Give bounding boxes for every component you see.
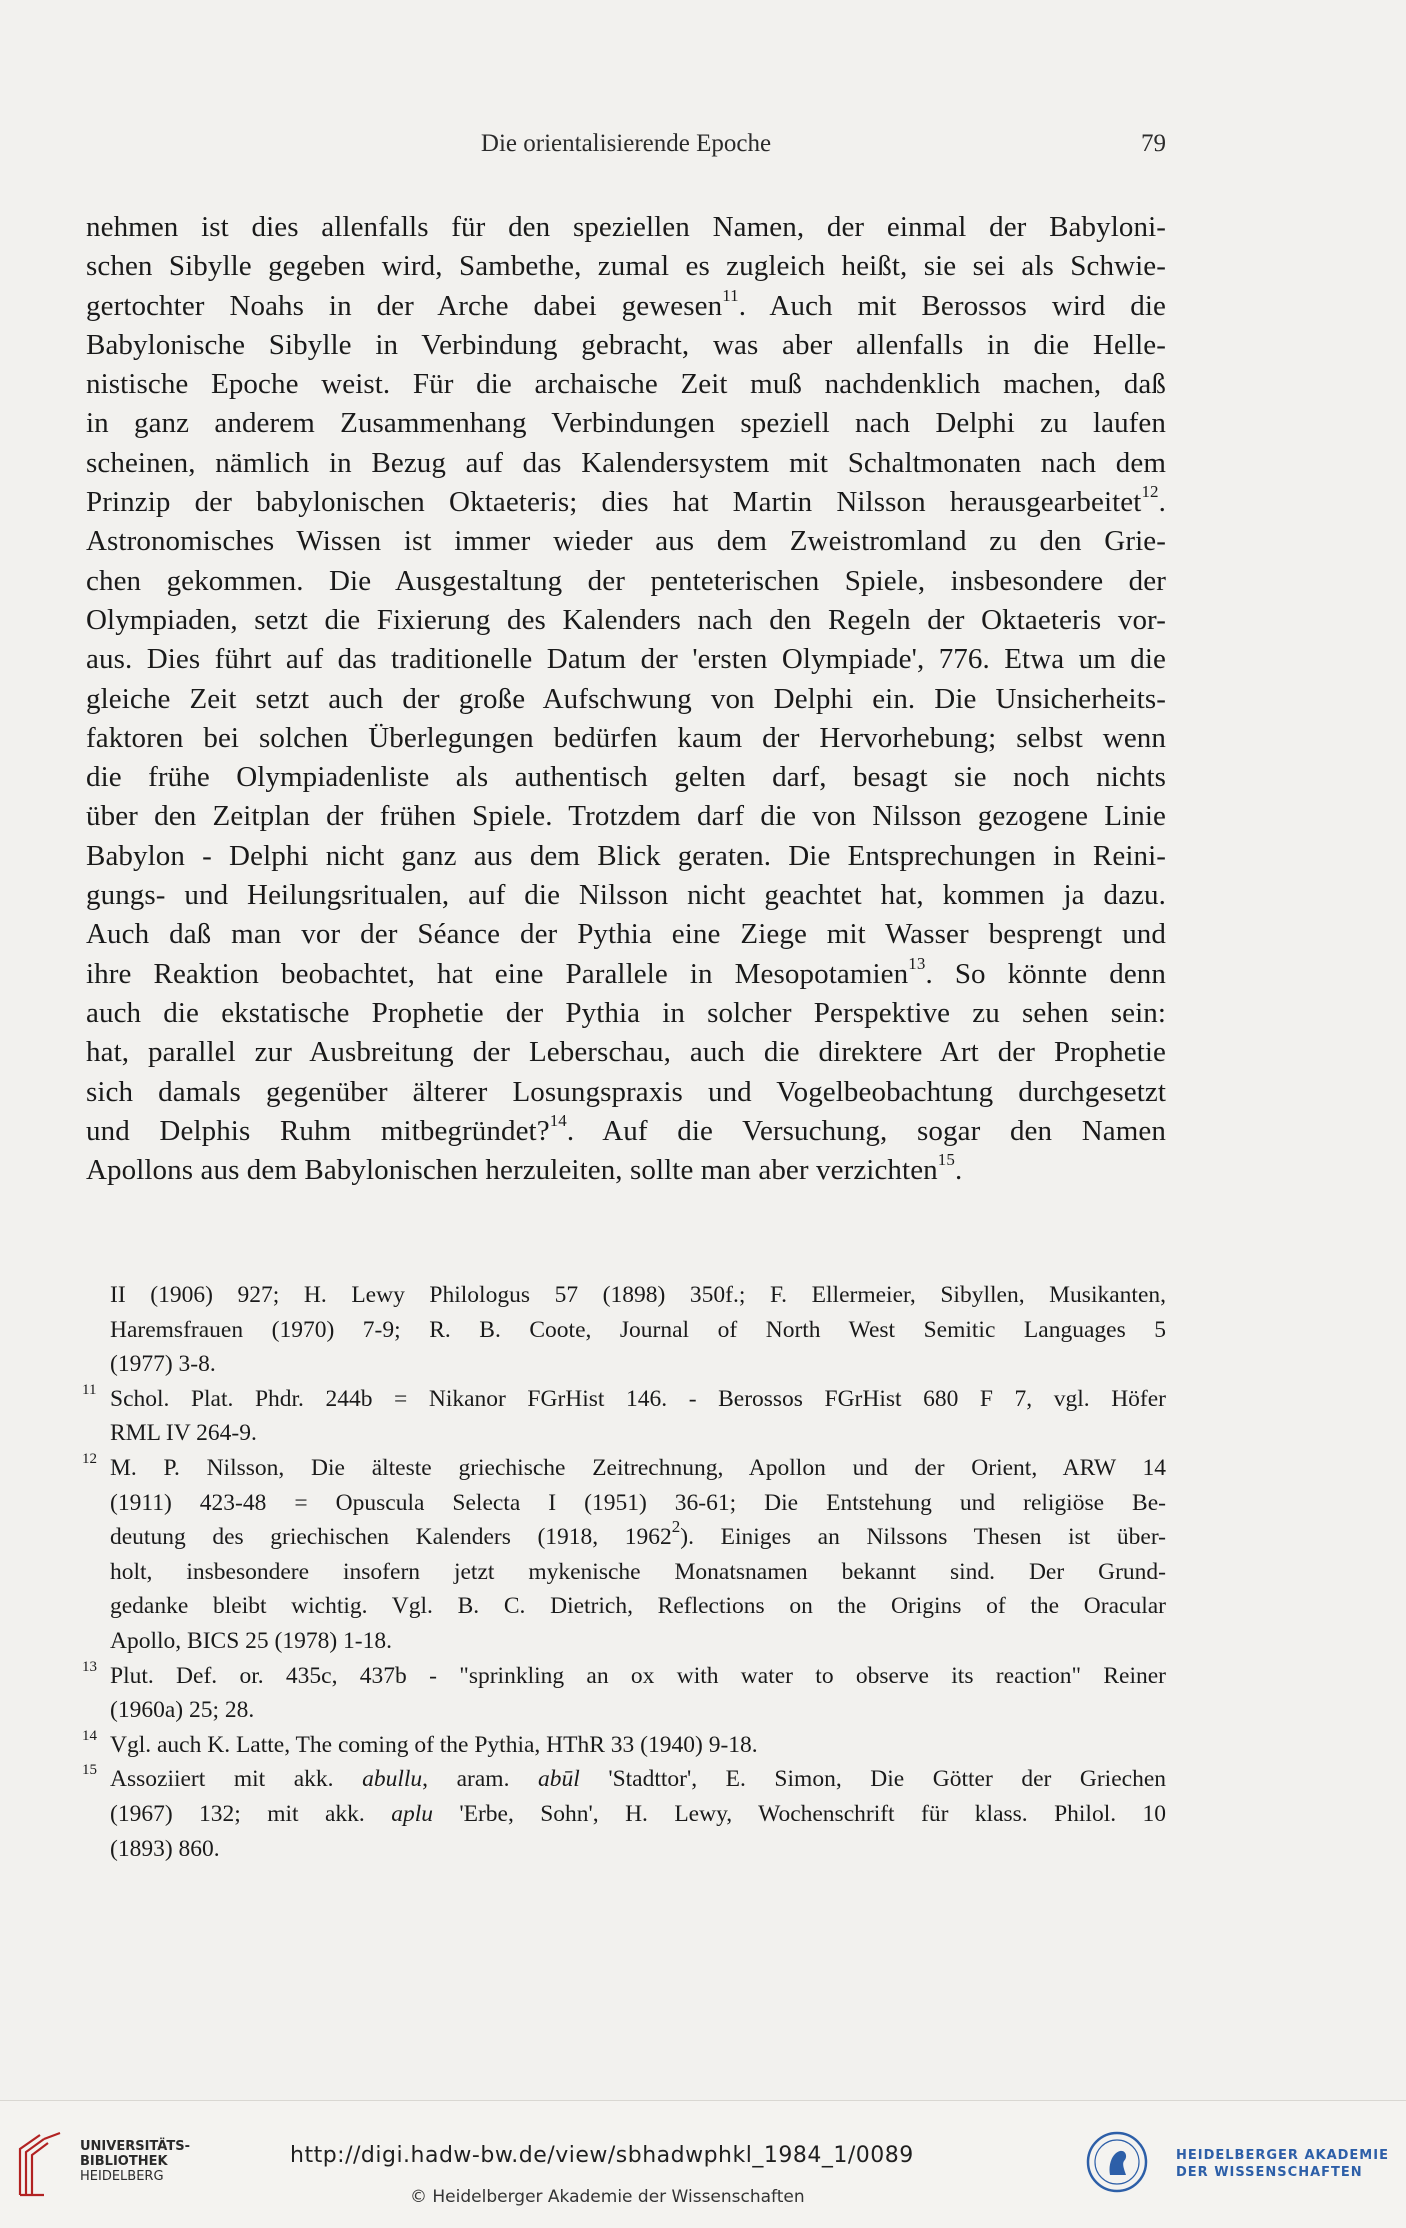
text-line: die frühe Olympiadenliste als authentisch gelten darf, besagt sie noch nichts xyxy=(86,761,1166,794)
text-line: gungs- und Heilungsritualen, auf die Nilsson nicht geachtet hat, kommen ja dazu. xyxy=(86,879,1166,912)
footnote-line: holt, insbesondere insofern jetzt mykenische Monatsnamen bekannt sind. Der Grund- xyxy=(110,1558,1166,1585)
footnote-line: Apollo, BICS 25 (1978) 1-18. xyxy=(110,1627,392,1654)
running-title: Die orientalisierende Epoche xyxy=(480,130,772,157)
text-line: Astronomisches Wissen ist immer wieder aus dem Zweistromland zu den Grie- xyxy=(86,525,1166,558)
text-line: nehmen ist dies allenfalls für den speziellen Namen, der einmal der Babyloni- xyxy=(86,211,1166,243)
footnote-number: 11 xyxy=(82,1381,97,1398)
text-line: nistische Epoche weist. Für die archaische Zeit muß nachdenklich machen, daß xyxy=(86,368,1166,401)
footnote-ref[interactable]: 14 xyxy=(549,1111,567,1131)
footnote-line: 14 Vgl. auch K. Latte, The coming of the Pythia, HThR 33 (1940) 9-18. xyxy=(82,1727,758,1758)
footnote-number: 14 xyxy=(82,1727,97,1744)
digitization-footer xyxy=(0,2100,1406,2228)
footnote-number: 15 xyxy=(82,1762,97,1779)
text-line: sich damals gegenüber älterer Losungspraxis und Vogelbeobachtung durchgesetzt xyxy=(86,1075,1166,1108)
text-line: scheinen, nämlich in Bezug auf das Kalendersystem mit Schaltmonaten nach dem xyxy=(86,446,1166,479)
italic-term: abullu xyxy=(362,1766,423,1793)
text-line: in ganz anderem Zusammenhang Verbindungen speziell nach Delphi zu laufen xyxy=(86,407,1166,440)
text-line: Babylon - Delphi nicht ganz aus dem Blick geraten. Die Entsprechungen in Reini- xyxy=(86,839,1166,872)
text-line: Apollons aus dem Babylonischen herzuleiten, sollte man aber verzichten$^{15}$. xyxy=(86,1150,963,1187)
italic-term: abūl xyxy=(538,1766,580,1793)
footnote-line: (1977) 3-8. xyxy=(110,1351,216,1378)
footnote-number: 12 xyxy=(82,1450,97,1467)
academy-label: HEIDELBERGER AKADEMIE DER WISSENSCHAFTEN xyxy=(1176,2148,1389,2180)
text-line: gertochter Noahs in der Arche dabei gewesen$^{11}$. Auch mit Berossos wird die xyxy=(86,285,1167,322)
university-library-logo-icon[interactable] xyxy=(14,2131,70,2197)
footnote-line: (1967) 132; mit akk. aplu 'Erbe, Sohn', H. Lewy, Wochenschrift für klass. Philol. 10 xyxy=(110,1800,1166,1827)
footnote-number: 13 xyxy=(82,1658,97,1675)
footnotes xyxy=(82,1278,1167,1866)
text-line: Babylonische Sibylle in Verbindung gebracht, was aber allenfalls in die Helle- xyxy=(86,328,1166,361)
footnote-line: gedanke bleibt wichtig. Vgl. B. C. Dietrich, Reflections on the Origins of the Oracular xyxy=(110,1593,1166,1620)
footnote-line: 11 Schol. Plat. Phdr. 244b = Nikanor FGrHist 146. - Berossos FGrHist 680 F 7, vgl. Höfer xyxy=(82,1381,1166,1412)
text-line: auch die ekstatische Prophetie der Pythia in solcher Perspektive zu sehen sein: xyxy=(86,996,1166,1029)
footnote-line: RML IV 264-9. xyxy=(110,1420,257,1447)
footnote-ref[interactable]: 13 xyxy=(908,953,926,973)
text-line: Olympiaden, setzt die Fixierung des Kalenders nach den Regeln der Oktaeteris vor- xyxy=(86,603,1166,636)
text-line: aus. Dies führt auf das traditionelle Datum der 'ersten Olympiade', 776. Etwa um die xyxy=(86,643,1166,676)
footnote-ref[interactable]: 11 xyxy=(722,285,739,305)
footnote-line: 13 Plut. Def. or. 435c, 437b - "sprinkling an ox with water to observe its reaction" Reiner xyxy=(82,1658,1166,1689)
main-text xyxy=(86,208,1166,1190)
footnote-line: (1960a) 25; 28. xyxy=(110,1697,255,1724)
footnote-line: deutung des griechischen Kalenders (1918, 1962$^2$). Einiges an Nilssons Thesen ist über- xyxy=(110,1517,1166,1551)
text-line: und Delphis Ruhm mitbegründet?$^{14}$. Auf die Versuchung, sogar den Namen xyxy=(86,1111,1166,1147)
text-line: Auch daß man vor der Séance der Pythia eine Ziege mit Wasser besprengt und xyxy=(86,918,1166,951)
text-line: ihre Reaktion beobachtet, hat eine Parallele in Mesopotamien$^{13}$. So könnte denn xyxy=(86,953,1167,990)
superscript: 2 xyxy=(671,1517,681,1537)
source-url-link[interactable]: http://digi.hadw-bw.de/view/sbhadwphkl_1984_1/0089 xyxy=(290,2143,914,2168)
page-number: 79 xyxy=(1141,130,1166,157)
text-line: Prinzip der babylonischen Oktaeteris; dies hat Martin Nilsson herausgearbeitet$^{12}$. xyxy=(86,482,1166,519)
copyright-notice: © Heidelberger Akademie der Wissenschaften xyxy=(410,2187,805,2207)
university-library-label: UNIVERSITÄTS- BIBLIOTHEK HEIDELBERG xyxy=(80,2139,190,2184)
text-line: hat, parallel zur Ausbreitung der Leberschau, auch die direktere Art der Prophetie xyxy=(86,1036,1166,1069)
footnote-line: 15 Assoziiert mit akk. abullu, aram. abūl 'Stadttor', E. Simon, Die Götter der Griechen xyxy=(82,1762,1167,1793)
text-line: über den Zeitplan der frühen Spiele. Trotzdem darf die von Nilsson gezogene Linie xyxy=(86,800,1166,833)
running-head xyxy=(86,130,1166,170)
footnote-ref[interactable]: 12 xyxy=(1141,482,1159,502)
footnote-ref[interactable]: 15 xyxy=(937,1150,955,1170)
text-line: gleiche Zeit setzt auch der große Aufschwung von Delphi ein. Die Unsicherheits- xyxy=(86,682,1166,715)
text-line: faktoren bei solchen Überlegungen bedürfen kaum der Hervorhebung; selbst wenn xyxy=(86,721,1166,754)
footnote-line: (1911) 423-48 = Opuscula Selecta I (1951) 36-61; Die Entstehung und religiöse Be- xyxy=(110,1489,1166,1516)
footnote-line: Haremsfrauen (1970) 7-9; R. B. Coote, Journal of North West Semitic Languages 5 xyxy=(110,1316,1166,1343)
footnote-line: II (1906) 927; H. Lewy Philologus 57 (1898) 350f.; F. Ellermeier, Sibyllen, Musikanten, xyxy=(110,1282,1166,1308)
text-line: schen Sibylle gegeben wird, Sambethe, zumal es zugleich heißt, sie sei als Schwie- xyxy=(86,250,1166,283)
text-line: chen gekommen. Die Ausgestaltung der penteterischen Spiele, insbesondere der xyxy=(86,564,1166,597)
italic-term: aplu xyxy=(391,1800,433,1827)
footnote-line: 12 M. P. Nilsson, Die älteste griechische Zeitrechnung, Apollon und der Orient, ARW 14 xyxy=(82,1450,1166,1481)
academy-seal-icon[interactable] xyxy=(1086,2131,1148,2193)
footnote-line: (1893) 860. xyxy=(110,1835,220,1862)
